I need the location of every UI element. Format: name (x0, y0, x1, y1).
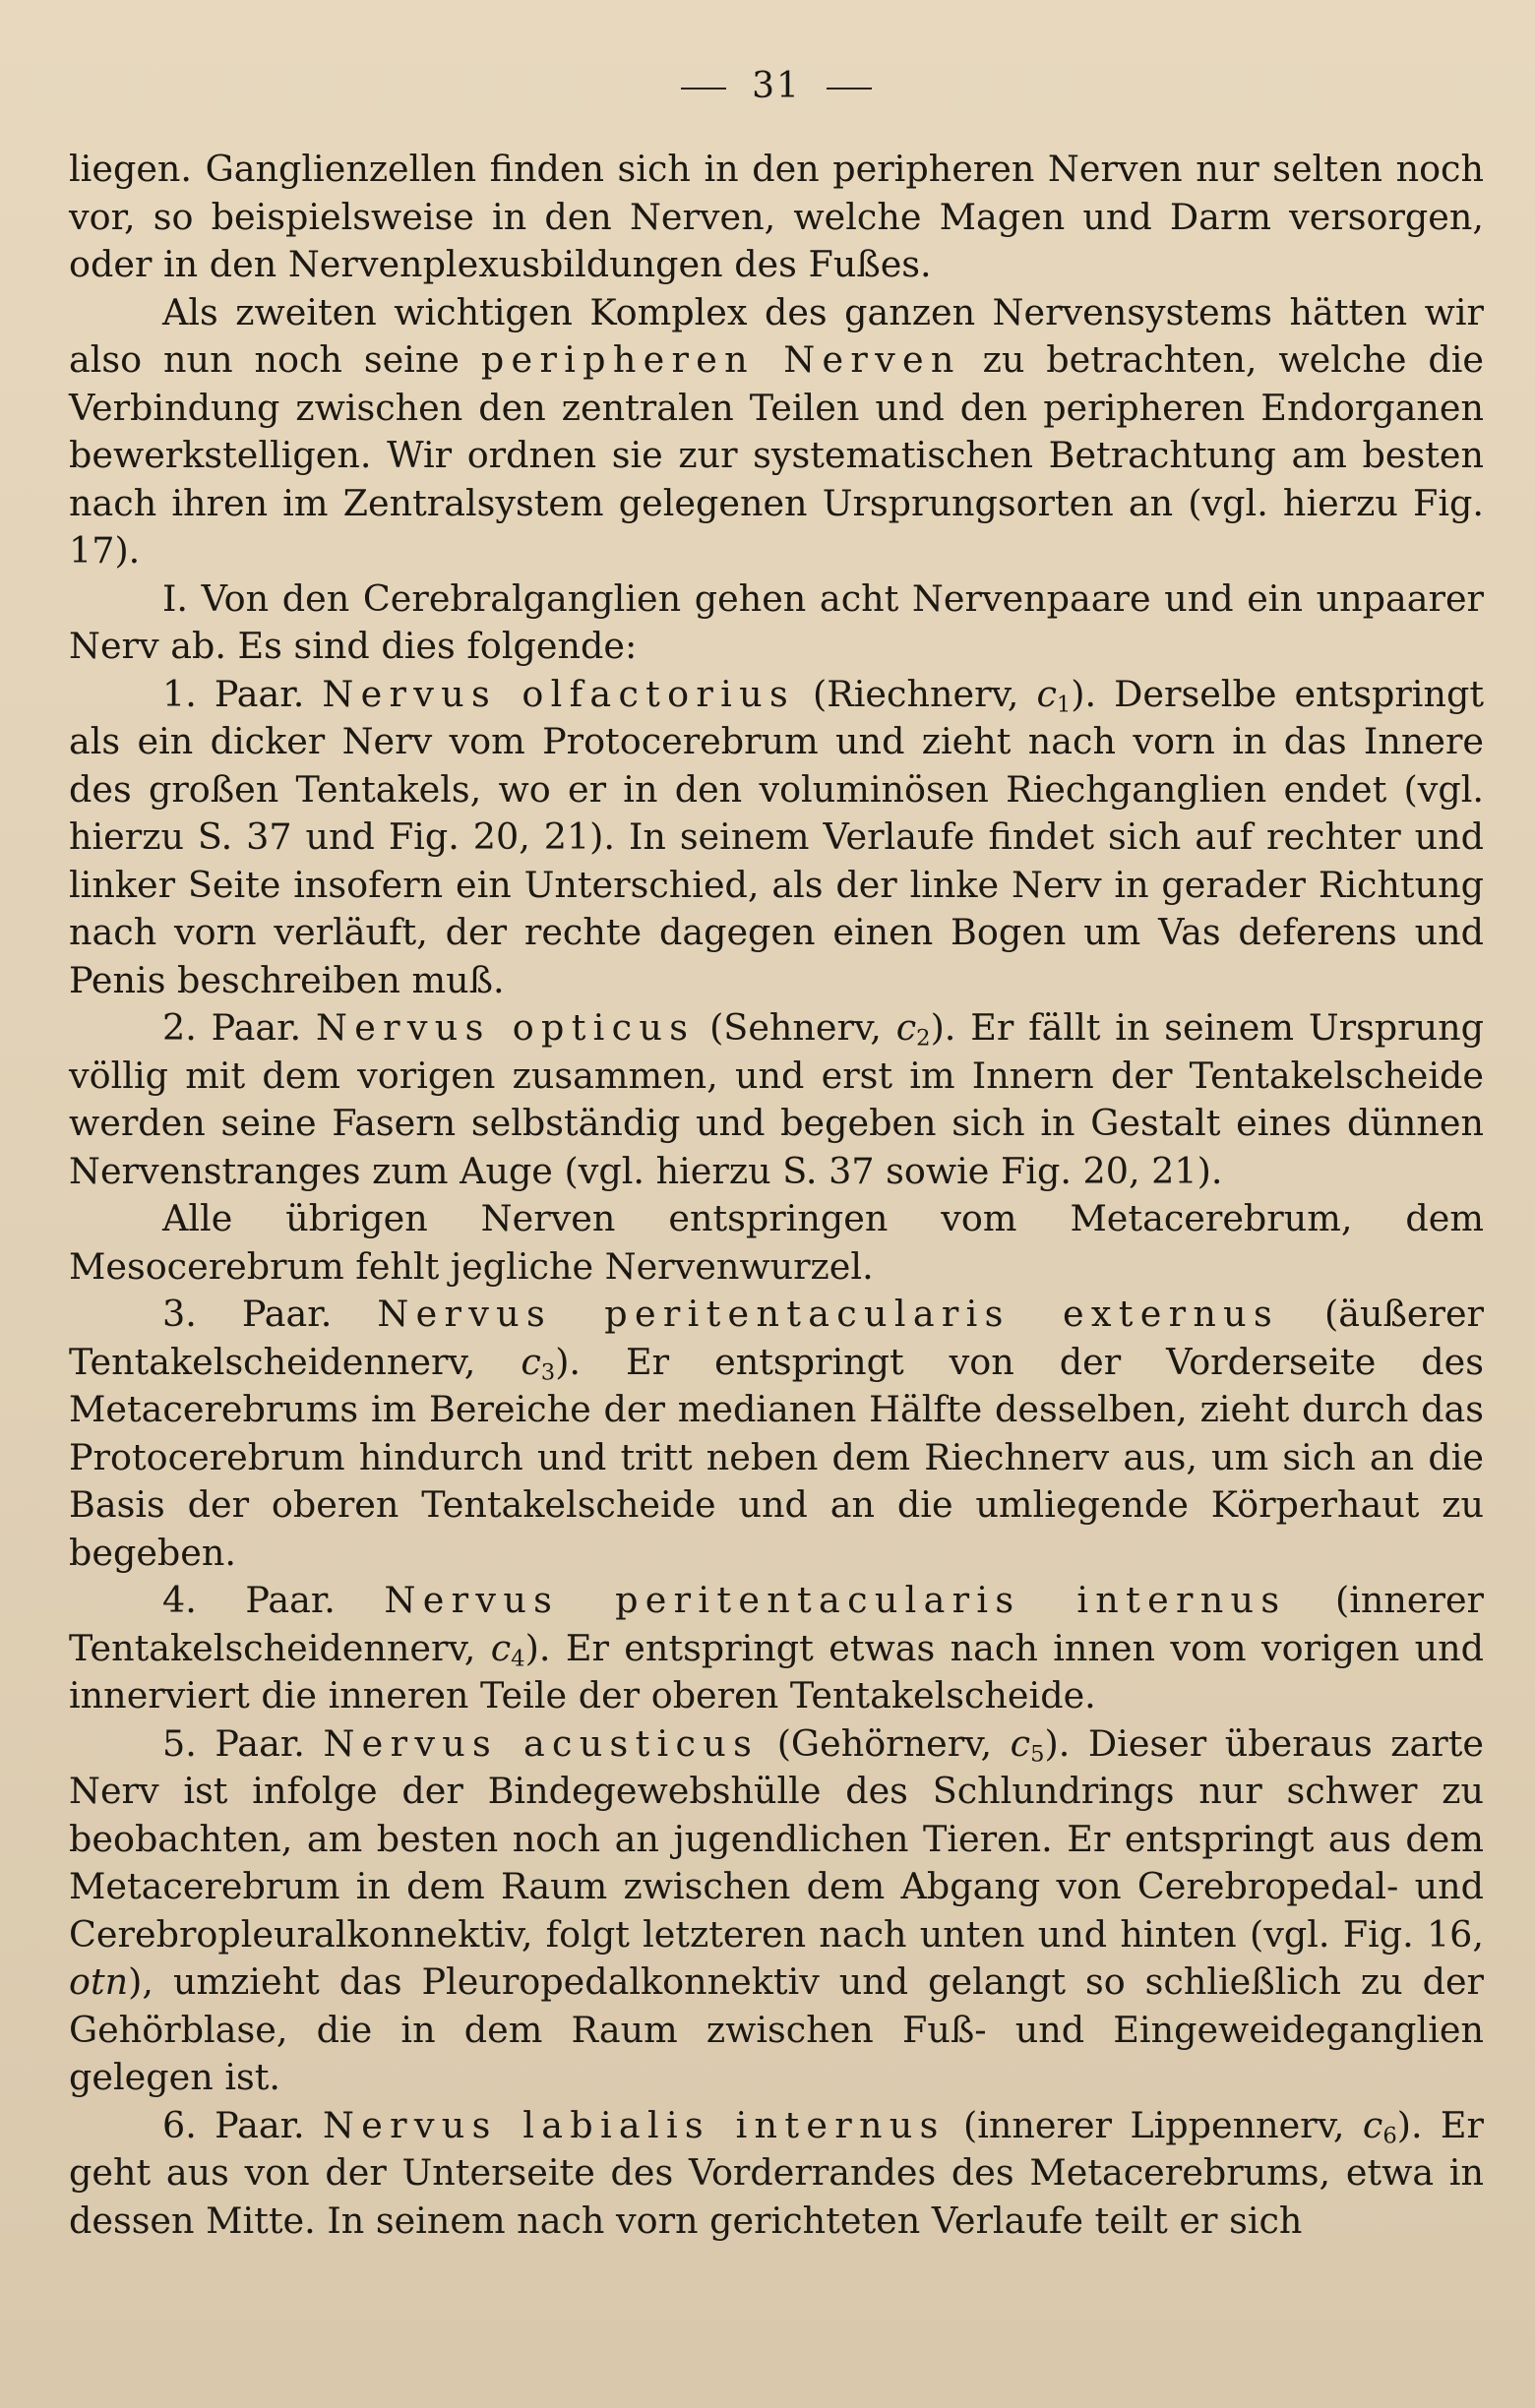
text-run: 6. Paar. (162, 2103, 323, 2146)
italic-symbol: c (895, 1006, 917, 1049)
spaced-term: Nervus opticus (315, 1006, 696, 1049)
italic-symbol: c (1010, 1721, 1031, 1765)
text-run: ). Dieser überaus zarte Nerv ist infolge der Bindegewebshülle des Schlundrings nur schwer zu beobachten, am besten noch an jugendlichen Tieren. Er entspringt aus dem Metacerebrum in dem Raum zwischen dem Abgang von Cerebropedal- und Cerebropleuralkonnektiv, folgt letzteren nach unten und hinten (vgl. Fig. 16, (69, 1721, 1484, 1956)
text-run: Alle übrigen Nerven entspringen vom Metacerebrum, dem Mesocerebrum fehlt jegliche Nervenwurzel. (69, 1197, 1484, 1288)
paragraph (69, 1195, 1484, 1291)
paragraph (69, 146, 1484, 289)
paragraph (69, 671, 1484, 1005)
text-run: ). Derselbe entspringt als ein dicker Nerv vom Protocerebrum und zieht nach vorn in das Innere des großen Tentakels, wo er in den voluminösen Riechganglien endet (vgl. hierzu S. 37 und Fig. 20, 21). In seinem Verlaufe findet sich auf rechter und linker Seite insofern ein Unterschied, als der linke Nerv in gerader Richtung nach vorn verläuft, der rechte dagegen einen Bogen um Vas deferens und Penis beschreiben muß. (69, 672, 1484, 1001)
page-number-header (69, 66, 1484, 106)
italic-symbol: c (1362, 2103, 1383, 2146)
spaced-term: Nervus peritentacularis externus (377, 1293, 1279, 1335)
text-run: 3. Paar. (162, 1293, 378, 1335)
italic-symbol: c (1036, 672, 1057, 715)
text-run: (äußerer Tentakelscheidennerv, (69, 1293, 1485, 1383)
paragraph (69, 2102, 1484, 2246)
text-run: Als zweiten wichtigen Komplex des ganzen Nervensystems hätten wir also nun noch seine (69, 290, 1484, 381)
left-dash (681, 88, 726, 90)
subscript: 2 (916, 1025, 931, 1052)
text-run: (innerer Lippennerv, (945, 2103, 1363, 2146)
text-run: ). Er entspringt von der Vorderseite des Metacerebrums im Bereiche der medianen Hälfte desselben, zieht durch das Protocerebrum hindurch und tritt neben dem Riechnerv aus, um sich an die Basis der oberen Tentakelscheide und an die umliegende Körperhaut zu begeben. (69, 1340, 1484, 1574)
text-run: (Riechnerv, (795, 672, 1037, 715)
subscript: 6 (1382, 2123, 1397, 2149)
text-run: zu betrachten, welche die Verbindung zwischen den zentralen Teilen und den peripheren Endorganen bewerkstelligen. Wir ordnen sie zur systematischen Betrachtung am besten nach ihren im Zentralsystem gelegenen Ursprungsorten an (vgl. hierzu Fig. 17). (69, 338, 1485, 572)
italic-symbol: c (490, 1626, 512, 1669)
paragraph (69, 1004, 1484, 1195)
spaced-term: Nervus peritentacularis internus (384, 1579, 1287, 1621)
paragraph (69, 575, 1484, 671)
text-run: ). Er fällt in seinem Ursprung völlig mit dem vorigen zusammen, und erst im Innern der Tentakelscheide werden seine Fasern selbständig und begeben sich in Gestalt eines dünnen Nervenstranges zum Auge (vgl. hierzu S. 37 sowie Fig. 20, 21). (69, 1006, 1484, 1192)
text-run: 2. Paar. (162, 1006, 316, 1049)
text-run: 1. Paar. (162, 672, 323, 715)
paragraph (69, 1720, 1484, 2102)
spaced-term: Nervus acusticus (323, 1721, 760, 1765)
paragraph (69, 289, 1484, 575)
italic-symbol: otn (69, 1960, 129, 2003)
text-run: ). Er geht aus von der Unterseite des Vorderrandes des Metacerebrums, etwa in dessen Mitte. In seinem nach vorn gerichteten Verlaufe teilt er sich (69, 2103, 1484, 2242)
italic-symbol: c (521, 1340, 541, 1383)
paragraph (69, 1291, 1484, 1577)
spaced-term: Nervus labialis internus (322, 2103, 946, 2146)
text-run: (innerer Tentakelscheidennerv, (69, 1579, 1485, 1669)
right-dash (827, 88, 872, 90)
page-number: 31 (752, 66, 801, 106)
subscript: 5 (1030, 1741, 1045, 1768)
text-run: I. Von den Cerebralganglien gehen acht Nervenpaare und ein unpaarer Nerv ab. Es sind dies folgende: (69, 576, 1484, 667)
paragraph (69, 1577, 1484, 1720)
text-run: (Sehnerv, (695, 1006, 896, 1049)
text-run: 5. Paar. (162, 1721, 324, 1765)
text-run: (Gehörnerv, (759, 1721, 1011, 1765)
text-run: liegen. Ganglienzellen finden sich in den peripheren Nerven nur selten noch vor, so beispielsweise in den Nerven, welche Magen und Darm versorgen, oder in den Nervenplexusbildungen des Fußes. (69, 148, 1484, 285)
spaced-term: peripheren Nerven (480, 338, 961, 381)
subscript: 3 (540, 1359, 556, 1386)
text-run: ), umzieht das Pleuropedalkonnektiv und gelangt so schließlich zu der Gehörblase, die in dem Raum zwischen Fuß- und Eingeweideganglien gelegen ist. (69, 1960, 1484, 2098)
spaced-term: Nervus olfactorius (322, 672, 795, 715)
subscript: 1 (1056, 692, 1072, 718)
subscript: 4 (511, 1646, 525, 1672)
body-text (69, 146, 1484, 2245)
text-run: 4. Paar. (162, 1579, 385, 1621)
text-run: ). Er entspringt etwas nach innen vom vorigen und innerviert die inneren Teile der oberen Tentakelscheide. (69, 1626, 1484, 1716)
